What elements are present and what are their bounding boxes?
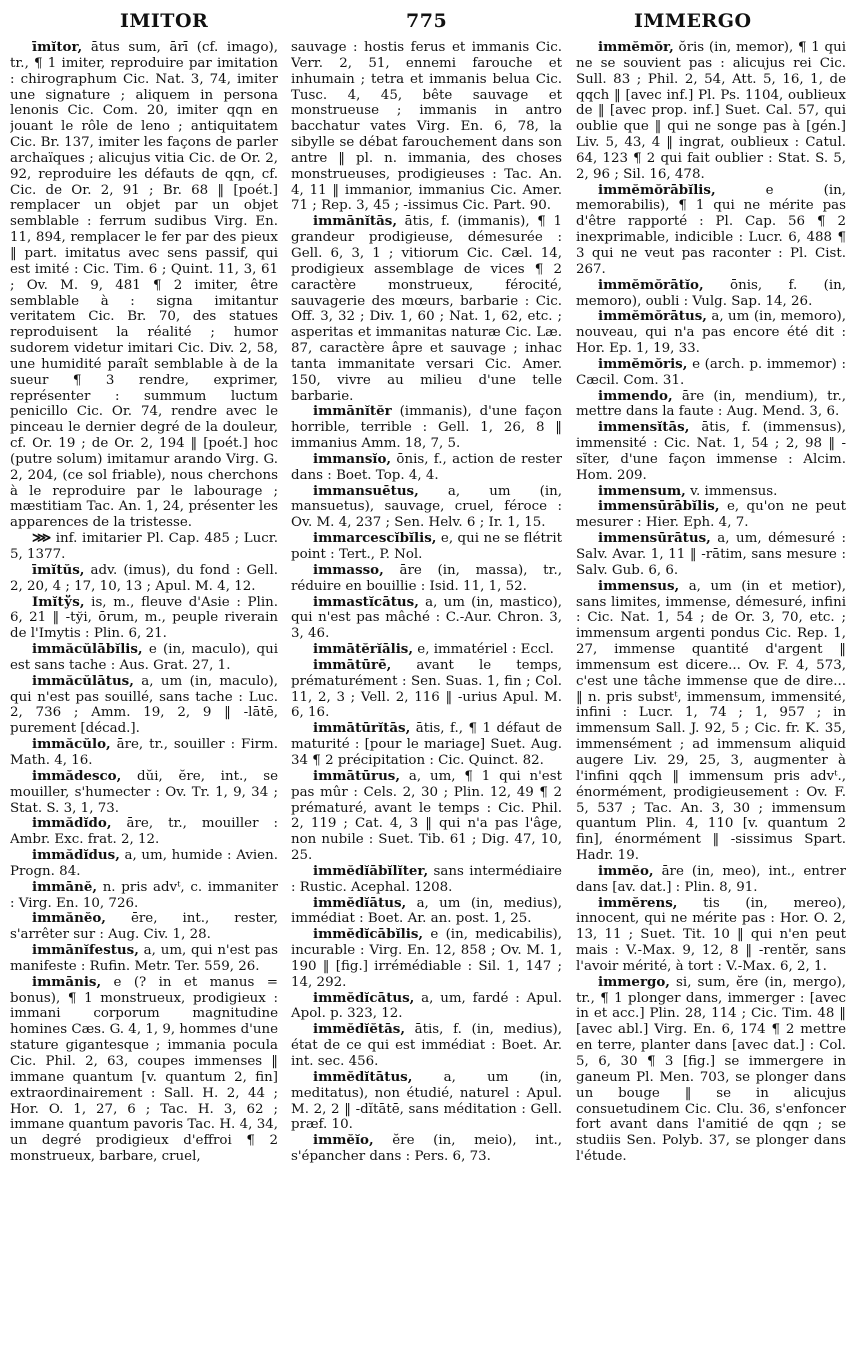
running-head-left: IMITOR [120,10,209,32]
entry-headword: immăcŭlābĭlis, [32,641,143,658]
entry-definition: a, um, fardé : Apul. Apol. p. 323, 12. [291,990,562,1022]
entry-definition: a, um, ¶ 1 qui n'est pas mûr : Cels. 2, 30 ; Plin. 12, 49 ¶ 2 prématuré, avant le temps : Cic. Phil. 2, 119 ; Cat. 4, 3 ‖ qui n'a pas l'âge, non nubile : Suet. Tib. 61 ; Dig. 47, 10, 25. [291,768,562,864]
entry-headword: immĕdĭcābĭlis, [313,926,424,943]
dictionary-entry [10,595,278,643]
dictionary-entry [576,389,846,421]
entry-headword: immădĭdo, [32,815,112,832]
entry-definition: si, sum, ĕre (in, mergo), tr., ¶ 1 plonger dans, immerger : [avec in et acc.] Plin. 28, 114 ; Cic. Tim. 48 ‖ [avec abl.] Virg. En. 6, 174 ¶ 2 mettre en terre, planter dans [avec dat.] : Col. 5, 6, 30 ¶ 3 [fig.] se immergere in ganeum Pl. Men. 703, se plonger dans un bouge ‖ se in alicujus consuetudinem Cic. Clu. 36, s'enfoncer fort avant dans l'amitié de qqn ; se studiis Sen. Polyb. 37, se plonger dans l'étude. [576,974,846,1165]
entry-definition: e (in, medicabilis), incurable : Virg. En. 12, 858 ; Ov. M. 1, 190 ‖ [fig.] irrémédiable : Sil. 1, 147 ; 14, 292. [291,927,562,990]
entry-headword: immensūrābĭlis, [598,498,720,515]
running-head-right: IMMERGO [634,10,752,32]
dictionary-entry [291,927,562,990]
entry-definition: sauvage : hostis ferus et immanis Cic. Verr. 2, 51, ennemi farouche et inhumain ; tetra et immanis belua Cic. Tusc. 4, 45, bête sauvage et monstrueuse ; immanis in antro bacchatur vates Virg. En. 6, 78, la sibylle se débat farouchement dans son antre ‖ pl. n. immania, des choses monstrueuses, prodigieuses : Tac. An. 4, 11 ‖ immanior, immanius Cic. Amer. 71 ; Rep. 3, 45 ; -issimus Cic. Part. 90. [291,40,562,214]
dictionary-entry [291,595,562,643]
entry-definition: āre (in, mendium), tr., mettre dans la faute : Aug. Mend. 3, 6. [576,388,846,420]
dictionary-entry [10,975,278,1165]
entry-headword: immensĭtās, [598,419,690,436]
entry-headword: immĕmŏrātĭo, [598,276,704,293]
entry-headword: immātūrĭtās, [313,720,411,737]
dictionary-entry [10,816,278,848]
entry-headword: immendo, [598,387,673,404]
dictionary-entry [576,40,846,183]
dictionary-entry [291,864,562,896]
entry-definition: tis (in, mereo), innocent, qui ne mérite pas : Hor. O. 2, 13, 11 ; Suet. Tit. 10 ‖ qui n'en peut mais : V.-Max. 9, 12, 8 ‖ -rentĕr, sans l'avoir mérité, à tort : V.-Max. 6, 2, 1. [576,895,846,974]
entry-definition: a, um (in, memoro), nouveau, qui n'a pas encore été dit : Hor. Ep. 1, 19, 33. [576,309,846,357]
entry-headword: immĕdĭātus, [313,894,407,911]
column-3 [576,40,846,1348]
entry-definition: a, um, démesuré : Salv. Avar. 1, 11 ‖ -rātim, sans mesure : Salv. Gub. 6, 6. [576,531,846,578]
dictionary-entry [576,420,846,483]
dictionary-entry [576,531,846,579]
dictionary-entry [576,183,846,278]
dictionary-entry [291,1133,562,1165]
dictionary-entry [576,975,846,1165]
entry-definition: a, um (in, maculo), qui n'est pas souillé, sans tache : Luc. 2, 736 ; Amm. 19, 2, 9 ‖ -lātē, purement [décad.]. [10,673,278,737]
dictionary-entry [10,943,278,975]
entry-headword: immasso, [313,561,384,578]
dictionary-entry [576,896,846,975]
dictionary-entry [291,1070,562,1133]
dictionary-entry [10,911,278,943]
entry-headword: immănĕo, [32,910,106,927]
dictionary-columns [10,40,846,1348]
page-header [0,6,854,40]
entry-headword: immĕmŏrātus, [598,308,707,325]
dictionary-entry [291,642,562,658]
entry-definition: avant le temps, prématurément : Sen. Suas. 1, fin ; Col. 11, 2, 3 ; Vell. 2, 116 ‖ -urius Apul. M. 6, 16. [291,657,562,721]
entry-definition: is, m., fleuve d'Asie : Plin. 6, 21 ‖ -tўi, ōrum, m., peuple riverain de l'Imytis : Plin. 6, 21. [10,594,278,642]
dictionary-entry [291,563,562,595]
entry-definition: ātus sum, ārī (cf. imago), tr., ¶ 1 imiter, reproduire par imitation : chirographum Cic. Nat. 3, 74, imiter une signature ; aliquem in persona lenonis Cic. Com. 20, imiter qqn en jouant le rôle de leno ; antiquitatem Cic. Br. 137, imiter les façons de parler archaïques ; alicujus vitia Cic. de Or. 2, 92, reproduire les défauts de qqn, cf. Cic. de Or. 2, 91 ; Br. 68 ‖ [poét.] remplacer un objet par un objet semblable : ferrum sudibus Virg. En. 11, 894, remplacer le fer par des pieux ‖ part. imitatus avec sens passif, qui est imité : Cic. Tim. 6 ; Quint. 11, 3, 61 ; Ov. M. 9, 481 ¶ 2 imiter, être semblable à : signa imitantur veritatem Cic. Br. 70, des statues reproduisent la réalité ; humor sudorem videtur imitari Cic. Div. 2, 58, une humidité paraît semblable à de la sueur ¶ 3 rendre, exprimer, représenter : summum luctum penicillo Cic. Or. 74, rendre avec le pinceau le dernier degré de la douleur, cf. Or. 19 ; de Or. 2, 194 ‖ [poét.] hoc (putre solum) imitamur arando Virg. G. 2, 204, (ce sol friable), nous cherchons à le reproduire par le labourage ; mæstitiam Tac. An. 1, 24, présenter les apparences de la tristesse. [10,40,278,531]
dictionary-entry [10,40,278,531]
dictionary-entry [10,880,278,912]
entry-definition: ĕre (in, meio), int., s'épancher dans : Pers. 6, 73. [291,1133,562,1165]
dictionary-entry [291,404,562,452]
dictionary-entry [576,484,846,500]
entry-headword: immĕrens, [598,894,678,911]
entry-headword: immĕmŏris, [598,355,688,372]
entry-definition: a, um (in, medius), immédiat : Boet. Ar. an. post. 1, 25. [291,895,562,927]
dictionary-entry [291,214,562,404]
dictionary-entry [10,674,278,737]
entry-definition: a, um (in, mansuetus), sauvage, cruel, féroce : Ov. M. 4, 237 ; Sen. Helv. 6 ; Ir. 1, 15. [291,483,562,531]
entry-definition: e, qu'on ne peut mesurer : Hier. Eph. 4, 7. [576,499,846,531]
entry-headword: immastĭcātus, [313,593,419,610]
dictionary-entry [291,721,562,769]
entry-definition: ŏris (in, memor), ¶ 1 qui ne se souvient pas : alicujus rei Cic. Sull. 83 ; Phil. 2, 54, Att. 5, 16, 1, de qqch ‖ [avec inf.] Pl. Ps. 1104, oublieux de ‖ [avec prop. inf.] Suet. Cal. 57, qui oublie que ‖ qui ne songe pas à [gén.] Liv. 5, 43, 4 ‖ ingrat, oublieux : Catul. 64, 123 ¶ 2 qui fait oublier : Stat. S. 5, 2, 96 ; Sil. 16, 478. [576,40,846,182]
entry-headword: immăcŭlo, [32,736,111,753]
entry-definition: āre, tr., mouiller : Ambr. Exc. frat. 2, 12. [10,816,278,848]
dictionary-entry [10,563,278,595]
entry-definition: (immanis), d'une façon horrible, terrible : Gell. 1, 26, 8 ‖ immanius Amm. 18, 7, 5. [291,404,562,452]
entry-definition: e (arch. p. immemor) : Cæcil. Com. 31. [576,356,846,388]
entry-headword: immensūrātus, [598,530,711,547]
entry-definition: ōnis, f. (in, memoro), oubli : Vulg. Sap. 14, 26. [576,277,846,309]
entry-headword: immĕĭo, [313,1132,374,1149]
entry-definition: āre, tr., souiller : Firm. Math. 4, 16. [10,737,278,768]
entry-definition: adv. (imus), du fond : Gell. 2, 20, 4 ; 17, 10, 13 ; Apul. M. 4, 12. [10,562,278,594]
entry-headword: immăcŭlātus, [32,672,134,689]
entry-definition: e (in, maculo), qui est sans tache : Aus. Grat. 27, 1. [10,642,278,673]
entry-headword: immergo, [598,973,670,990]
entry-definition: a, um, qui n'est pas manifeste : Rufin. Metr. Ter. 559, 26. [10,943,278,974]
dictionary-entry [10,737,278,769]
entry-definition: ātis, f. (immensus), immensité : Cic. Nat. 1, 54 ; 2, 98 ‖ -sĭter, d'une façon immense : Alcim. Hom. 209. [576,420,846,483]
entry-definition: e, immatériel : Eccl. [417,642,554,658]
dictionary-entry [291,531,562,563]
dictionary-entry [291,991,562,1023]
dictionary-entry [291,452,562,484]
entry-definition: ātis, f. (immanis), ¶ 1 grandeur prodigieuse, démesurée : Gell. 6, 3, 1 ; vitiorum Cic. Cæl. 14, prodigieux assemblage de vices ¶ 2 caractère monstrueux, férocité, sauvagerie des mœurs, barbarie : Cic. Off. 3, 32 ; Div. 1, 60 ; Nat. 1, 62, etc. ; asperitas et immanitas naturæ Cic. Læ. 87, caractère âpre et sauvage ; inhac tanta immanitate versari Cic. Amer. 150, vivre au milieu d'une telle barbarie. [291,214,562,404]
entry-headword: immĕmŏrābĭlis, [598,181,716,198]
entry-definition: ātis, f., ¶ 1 défaut de maturité : [pour le mariage] Suet. Aug. 34 ¶ 2 précipitation : Cic. Quinct. 82. [291,721,562,768]
entry-headword: īmĭtŭs, [32,561,85,578]
entry-definition: a, um, humide : Avien. Progn. 84. [10,848,278,879]
entry-headword: immānĭfestus, [32,942,139,959]
entry-definition: a, um (in, meditatus), non étudié, naturel : Apul. M. 2, 2 ‖ -dĭtātē, sans méditation : Gell. præf. 10. [291,1069,562,1133]
entry-headword: immensus, [598,577,680,594]
entry-definition: a, um (in, mastico), qui n'est pas mâché : C.-Aur. Chron. 3, 3, 46. [291,594,562,642]
entry-definition: e, qui ne se flétrit point : Tert., P. Nol. [291,531,562,562]
entry-definition: ātis, f. (in, medius), état de ce qui est immédiat : Boet. Ar. int. sec. 456. [291,1022,562,1069]
entry-headword: immānis, [32,973,102,990]
entry-headword: ⋙ [32,530,52,547]
entry-headword: immānĭtās, [313,213,397,230]
entry-headword: immĕdĭĕtās, [313,1021,405,1038]
entry-definition: āre (in, massa), tr., réduire en bouillie : Isid. 11, 1, 52. [291,562,562,594]
entry-headword: immensum, [598,482,686,499]
entry-headword: immĕdĭābĭlĭter, [313,862,429,879]
entry-headword: immădesco, [32,767,122,784]
entry-definition: inf. imitarier Pl. Cap. 485 ; Lucr. 5, 1377. [10,531,278,562]
dictionary-entry [576,864,846,896]
entry-headword: immĕmŏr, [598,40,674,55]
entry-definition: āre (in, meo), int., entrer dans [av. dat.] : Plin. 8, 91. [576,863,846,895]
dictionary-entry [291,769,562,864]
entry-headword: Imĭtўs, [32,593,85,610]
entry-headword: immĕdĭcātus, [313,989,415,1006]
entry-headword: immānĕ, [32,878,98,895]
entry-definition: dŭi, ĕre, int., se mouiller, s'humecter : Ov. Tr. 1, 9, 34 ; Stat. S. 3, 1, 73. [10,768,278,816]
dictionary-entry [291,40,562,214]
dictionary-entry [291,1022,562,1070]
entry-headword: immānĭtĕr [313,403,392,420]
entry-headword: immātūrē, [313,656,392,673]
entry-definition: v. immensus. [690,483,778,499]
entry-headword: immĕo, [598,862,654,879]
dictionary-entry [291,896,562,928]
entry-definition: ēre, int., rester, s'arrêter sur : Aug. Civ. 1, 28. [10,911,278,943]
dictionary-entry [291,484,562,532]
entry-definition: a, um (in et metior), sans limites, immense, démesuré, infini : Cic. Nat. 1, 54 ; de Or. 3, 70, etc. ; immensum argenti pondus Cic. Rep. 1, 27, immense quantité d'argent ‖ immensum est dicere... Ov. F. 4, 573, c'est une tâche immense que de dire... ‖ n. pris substᵗ, immensum, immensité, infini : Lucr. 1, 74 ; 1, 957 ; in immensum Sall. J. 92, 5 ; Cic. fr. K. 35, immensément ; ad immensum aliquid augere Liv. 29, 25, 3, augmenter à l'infini qqch ‖ immensum pris advᵗ., énormément, prodigieusement : Ov. F. 5, 537 ; Tac. An. 3, 30 ; immensum quantum Plin. 4, 110 [v. quantum 2 fin], énormément ‖ -sissimus Spart. Hadr. 19. [576,578,846,864]
dictionary-entry [10,848,278,880]
column-2 [291,40,562,1348]
entry-headword: immātūrus, [313,767,401,784]
dictionary-entry [10,769,278,817]
entry-headword: immĕdĭtātus, [313,1068,413,1085]
entry-headword: immansuētus, [313,482,419,499]
dictionary-entry [576,579,846,864]
entry-headword: immarcescĭbĭlis, [313,530,437,547]
entry-definition: sans intermédiaire : Rustic. Acephal. 1208. [291,863,562,895]
dictionary-entry [10,531,278,563]
dictionary-entry [576,357,846,389]
column-1 [10,40,278,1348]
entry-definition: n. pris advᵗ, c. immaniter : Virg. En. 10, 726. [10,879,278,911]
entry-definition: ōnis, f., action de rester dans : Boet. Top. 4, 4. [291,451,562,483]
entry-definition: e (? in et manus = bonus), ¶ 1 monstrueux, prodigieux : immani corporum magnitudine homines Cæs. G. 4, 1, 9, hommes d'une stature gigantesque ; immania pocula Cic. Phil. 2, 63, coupes immenses ‖ immane quantum [v. quantum 2, fin] extraordinairement : Sall. H. 2, 44 ; Hor. O. 1, 27, 6 ; Tac. H. 3, 62 ; immane quantum pavoris Tac. H. 4, 34, un degré prodigieux d'effroi ¶ 2 monstrueux, barbare, cruel, [10,974,278,1165]
dictionary-entry [576,499,846,531]
entry-headword: immātĕrĭālis, [313,641,413,658]
entry-headword: immădĭdus, [32,847,120,864]
entry-headword: īmĭtor, [32,40,83,55]
dictionary-entry [576,309,846,357]
entry-headword: immansĭo, [313,450,392,467]
dictionary-entry [576,278,846,310]
dictionary-entry [291,658,562,721]
page-number: 775 [406,10,448,32]
dictionary-entry [10,642,278,674]
entry-definition: e (in, memorabilis), ¶ 1 qui ne mérite pas d'être rapporté : Pl. Cap. 56 ¶ 2 inexprimable, indicible : Lucr. 6, 488 ¶ 3 qui ne veut pas raconter : Pl. Cist. 267. [576,182,846,277]
